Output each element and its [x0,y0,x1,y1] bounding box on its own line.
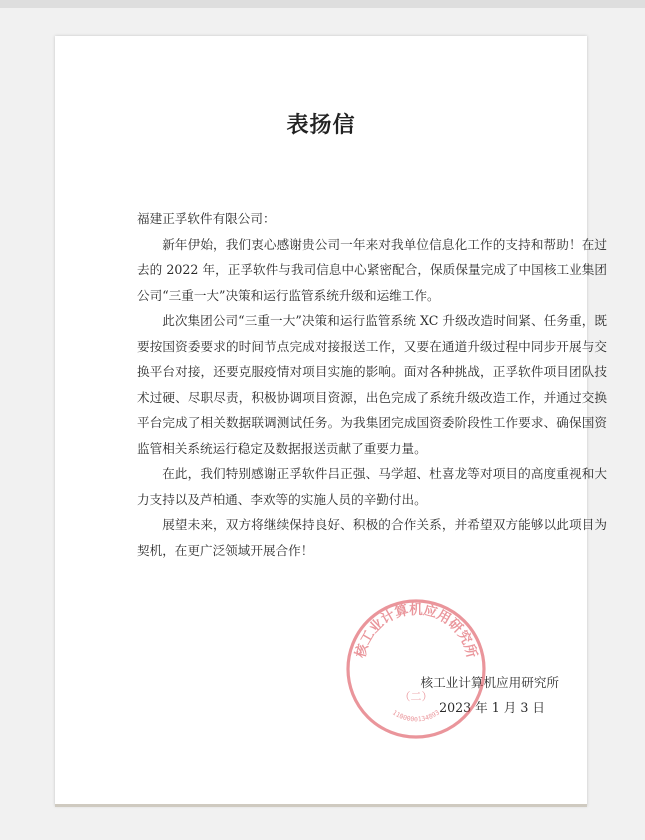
letter-signature [341,670,561,720]
seal-text: 核工业计算机应用研究所 [352,601,480,660]
letter-paragraph: 此次集团公司“三重一大”决策和运行监管系统 XC 升级改造时间紧、任务重，既要按国资委要求的时间节点完成对接报送工作，又要在通道升级过程中同步开展与交换平台对接，还要克服疫情对项目实施的影响。面对各种挑战，正孚软件项目团队技术过硬、尽职尽责，积极协调项目资源，出色完成了系统升级改造工作，并通过交换平台完成了相关数据联调测试任务。为我集团完成国资委阶段性工作要求、确保国资监管相关系统运行稳定及数据报送贡献了重要力量。 [137,313,607,456]
letter-title: 表扬信 [286,112,356,138]
letter-salutation: 福建正孚软件有限公司： [137,211,276,226]
signature-organization: 核工业计算机应用研究所 [420,675,559,690]
letter-body [137,206,607,563]
letter-paragraph: 新年伊始，我们衷心感谢贵公司一年来对我单位信息化工作的支持和帮助！在过去的 2022 年，正孚软件与我司信息中心紧密配合，保质保量完成了中国核工业集团公司“三重一大”决策和运行监管系统升级和运维工作。 [137,236,607,303]
letter-paragraph: 在此，我们特别感谢正孚软件吕正强、马学超、杜喜龙等对项目的高度重视和大力支持以及芦柏通、李欢等的实施人员的辛勤付出。 [137,466,607,507]
letter-paragraph: 展望未来，双方将继续保持良好、积极的合作关系，并希望双方能够以此项目为契机，在更广泛领域开展合作！ [137,517,607,558]
letter-page [55,36,607,806]
seal-sub-text: （二） [399,690,433,703]
paper-bottom-edge [55,804,587,807]
seal-code: 1100000134893 [390,708,442,724]
signature-date: 2023 年 1 月 3 日 [439,700,545,715]
window-top-bar [0,0,645,8]
